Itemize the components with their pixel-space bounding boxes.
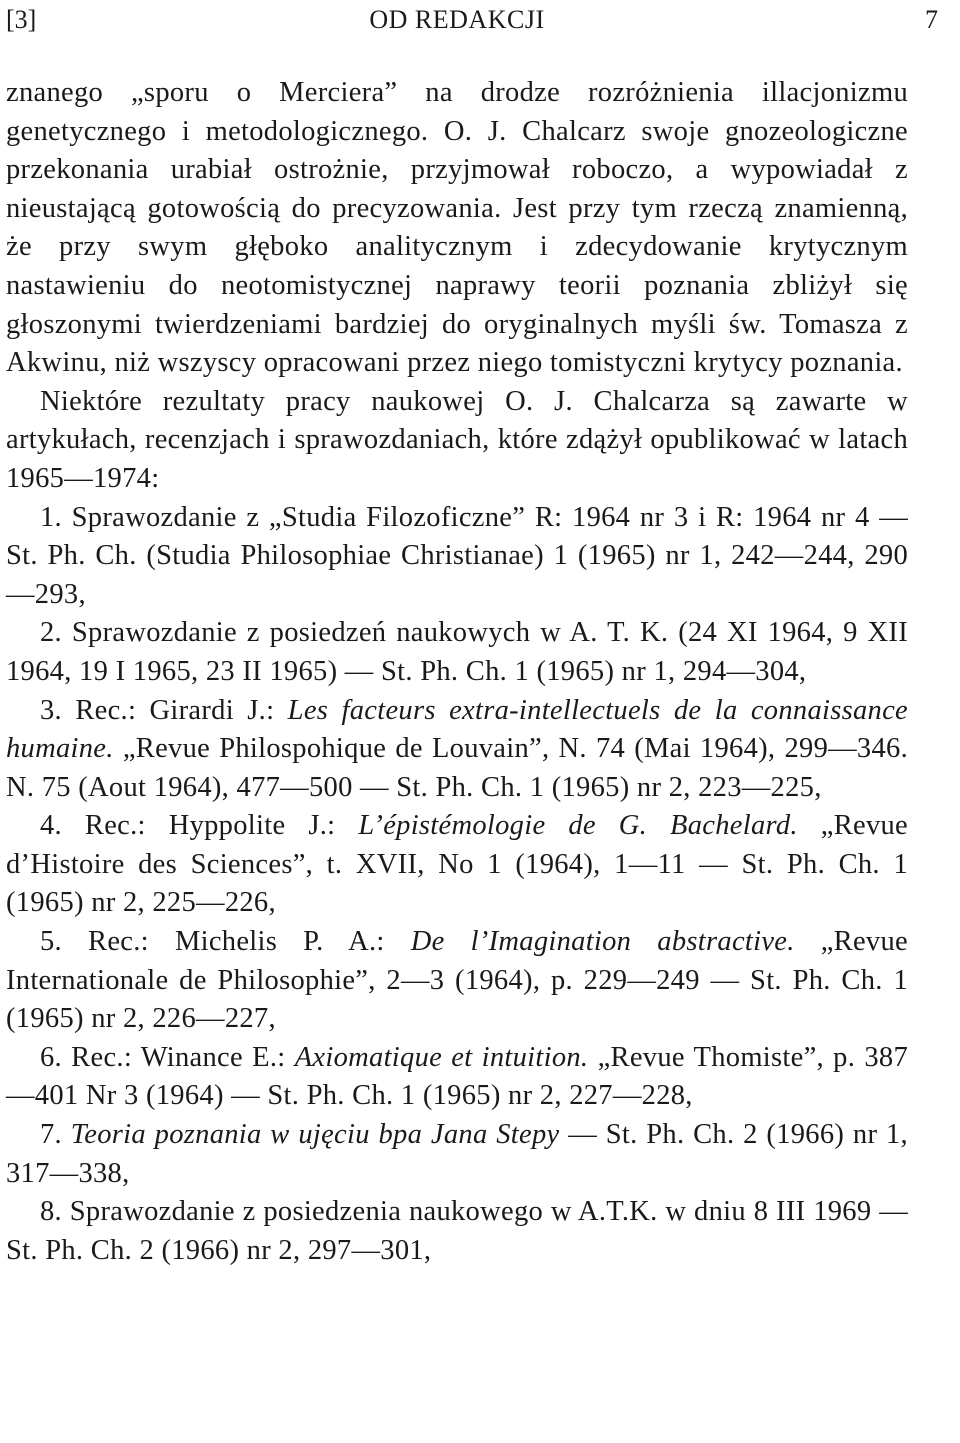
paragraph-1: znanego „sporu o Merciera” na drodze rozróżnienia illacjonizmu genetycznego i metodologicznego. O. J. Chalcarz swoje gnozeologiczne przekonania urabiał ostrożnie, przyjmował roboczo, a wypowiadał z nieustającą gotowością do precyzowania. Jest przy tym rzeczą znamienną, że przy swym głęboko analitycznym i zdecydowanie krytycznym nastawieniu do neotomistycznej naprawy teorii poznania zbliżył się głoszonymi twierdzeniami bardziej do oryginalnych myśli św. Tomasza z Akwinu, niż wszyscy opracowani przez niego tomistyczni krytycy poznania.: [6, 77, 908, 379]
bibliography-entry-6: [6, 1039, 908, 1116]
bibliography-entry-4: [6, 807, 908, 923]
page-number: 7: [925, 5, 938, 34]
entry-title-italic: Les facteurs extra-intellectuels de la connaissance humaine.: [6, 694, 908, 765]
bibliography-entry-1: [6, 499, 908, 615]
entry-title-italic: Axiomatique et intuition.: [294, 1041, 589, 1073]
entry-text: 5. Rec.: Michelis P. A.:: [40, 926, 411, 958]
entry-source: „Revue Internationale de Philosophie”, 2—3 (1964), p. 229—249 — St. Ph. Ch. 1 (1965) nr 2, 226—227,: [6, 926, 908, 1035]
entry-title-italic: Teoria poznania w ujęciu bpa Jana Stepy: [70, 1119, 560, 1151]
bibliography-entry-2: [6, 614, 908, 691]
entry-title-italic: De l’Imagination abstractive.: [410, 926, 795, 958]
entry-text: 6. Rec.: Winance E.:: [40, 1041, 295, 1073]
entry-text: 2. Sprawozdanie z posiedzeń naukowych w A. T. K. (24 XI 1964, 9 XII 1964, 19 I 1965, 23 II 1965) — St. Ph. Ch. 1 (1965) nr 1, 294—304,: [6, 617, 908, 687]
paragraph-2: Niektóre rezultaty pracy naukowej O. J. Chalcarza są zawarte w artykułach, recenzjach i sprawozdaniach, które zdążył opublikować w latach 1965—1974:: [6, 385, 908, 494]
body-text: [6, 74, 908, 1270]
entry-source: „Revue Philospohique de Louvain”, N. 74 (Mai 1964), 299—346. N. 75 (Aout 1964), 477—500 — St. Ph. Ch. 1 (1965) nr 2, 223—225,: [6, 733, 908, 803]
entry-text: 3. Rec.: Girardi J.:: [40, 694, 288, 726]
bibliography-entry-8: [6, 1193, 908, 1270]
entry-source: „Revue d’Histoire des Sciences”, t. XVII, No 1 (1964), 1—11 — St. Ph. Ch. 1 (1965) nr 2, 225—226,: [6, 810, 909, 919]
entry-text: 7.: [40, 1119, 71, 1151]
page-reference: [3]: [6, 5, 37, 34]
entry-text: 8. Sprawozdanie z posiedzenia naukowego w A.T.K. w dniu 8 III 1969 — St. Ph. Ch. 2 (1966) nr 2, 297—301,: [6, 1196, 908, 1266]
bibliography-entry-5: [6, 923, 908, 1039]
entry-text: 4. Rec.: Hyppolite J.:: [40, 810, 359, 842]
entry-title-italic: L’épistémologie de G. Bachelard.: [358, 810, 798, 842]
section-title: OD REDAKCJI: [369, 5, 545, 34]
bibliography-entry-3: [6, 692, 908, 808]
entry-source: — St. Ph. Ch. 2 (1966) nr 1, 317—338,: [6, 1119, 908, 1189]
entry-source: „Revue Thomiste”, p. 387—401 Nr 3 (1964) — St. Ph. Ch. 1 (1965) nr 2, 227—228,: [6, 1041, 908, 1112]
entry-text: 1. Sprawozdanie z „Studia Filozoficzne” R: 1964 nr 3 i R: 1964 nr 4 — St. Ph. Ch. (Studia Philosophiae Christianae) 1 (1965) nr 1, 242—244, 290—293,: [6, 501, 908, 610]
bibliography-entry-7: [6, 1116, 908, 1193]
running-header: [6, 0, 938, 40]
